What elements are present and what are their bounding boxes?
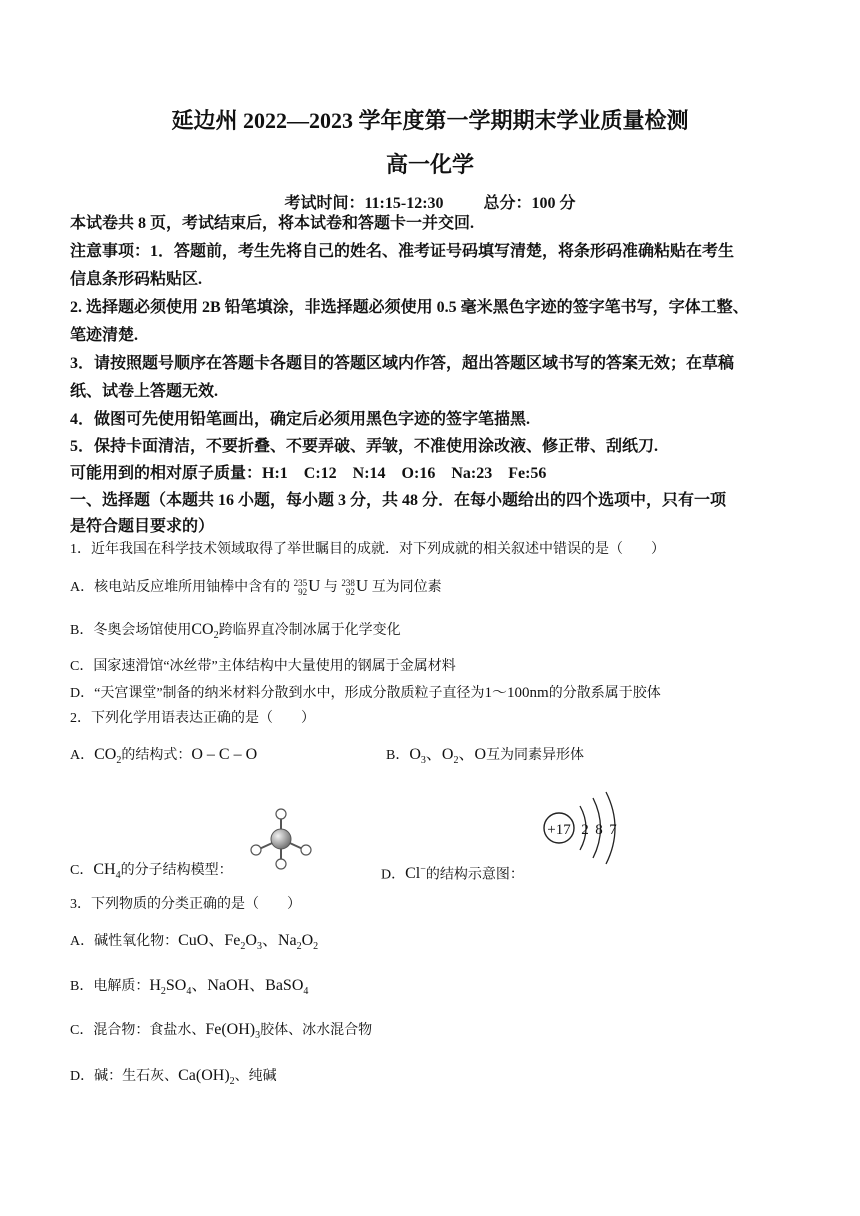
electron-shell-3: 7: [609, 822, 617, 838]
option-text: C．: [70, 863, 94, 878]
option-text: 的结构示意图：: [425, 867, 524, 883]
formula: $Fe(OH)_3$: [205, 1021, 261, 1042]
question-1-option-b: [70, 620, 800, 646]
question-3-option-b: [70, 976, 800, 1002]
atomic-mass-line: 可能用到的相对原子质量：H:1 C:12 N:14 O:16 Na:23 Fe:56: [70, 465, 547, 482]
structural-formula: O – C – O: [191, 746, 258, 763]
instruction-line: 5．保持卡面清洁，不要折叠、不要弄破、弄皱，不准使用涂改液、修正带、刮纸刀.: [70, 438, 659, 455]
element-symbol: U: [308, 576, 321, 595]
option-text: A．: [70, 748, 95, 763]
exam-title: 延边州 2022—2023 学年度第一学期期末学业质量检测: [171, 108, 689, 133]
exam-subject: 高一化学: [385, 152, 474, 177]
option-text: B．: [386, 748, 410, 763]
question-1-option-d: [70, 683, 800, 704]
isotope-notation: 238 92: [341, 577, 355, 597]
instruction-line: 注意事项：1．答题前，考生先将自己的姓名、准考证号码填写清楚，将条形码准确粘贴在考生: [70, 243, 735, 260]
section-heading: 是符合题目要求的）: [70, 518, 215, 535]
question-2-stem: 2．下列化学用语表达正确的是（ ）: [70, 711, 315, 726]
question-3-option-a: [70, 931, 800, 957]
formula: $H_2SO_4$、NaOH、BaSO$_4$: [149, 977, 309, 998]
question-2-option-a: [70, 745, 257, 771]
formula: CuO、$Fe_2O_3$、$Na_2O_2$: [178, 932, 319, 953]
option-text: 、纯碱: [234, 1069, 277, 1084]
formula: Cl−: [405, 864, 426, 883]
question-3-option-d: [70, 1066, 800, 1092]
section-heading: 一、选择题（本题共 16 小题，每小题 3 分，共 48 分．在每小题给出的四个选项中，只有一项: [70, 492, 727, 509]
option-text: A．核电站反应堆所用铀棒中含有的: [70, 580, 291, 595]
element-symbol: U: [355, 576, 369, 595]
question-1-option-a: [70, 576, 800, 598]
option-text: 胶体、冰水混合物: [260, 1023, 373, 1038]
chloride-ion-structure-diagram: [530, 786, 630, 876]
formula: $CO_2$: [191, 621, 219, 642]
formula: 1～100nm: [484, 685, 549, 701]
question-1-stem: 1．近年我国在科学技术领域取得了举世瞩目的成就．对下列成就的相关叙述中错误的是（ ）: [70, 542, 665, 557]
option-text: 互为同素异形体: [486, 748, 585, 763]
question-3-stem: 3．下列物质的分类正确的是（ ）: [70, 897, 301, 912]
question-2-option-b: [386, 745, 584, 771]
instruction-line: 笔迹清楚.: [70, 327, 139, 344]
formula: $Ca(OH)_2$: [178, 1067, 235, 1088]
instruction-line: 本试卷共 8 页，考试结束后，将本试卷和答题卡一并交回.: [70, 215, 475, 232]
option-text: D．碱：生石灰、: [70, 1069, 179, 1084]
formula: $O_3$、$O_2$、O: [409, 746, 487, 767]
question-1-option-c: C．国家速滑馆“冰丝带”主体结构中大量使用的钢属于金属材料: [70, 659, 456, 674]
isotope-notation: 235 92: [293, 577, 308, 597]
option-text: B．电解质：: [70, 979, 150, 994]
option-text: 互为同位素: [371, 580, 442, 595]
option-text: 的分子结构模型：: [120, 863, 233, 878]
formula: $CO_2$: [94, 746, 122, 767]
option-text: A．碱性氧化物：: [70, 934, 179, 949]
instruction-line: 信息条形码粘贴区.: [70, 271, 203, 288]
instruction-line: 4．做图可先使用铅笔画出，确定后必须用黑色字迹的签字笔描黑.: [70, 411, 531, 428]
instruction-line: 3．请按照题号顺序在答题卡各题目的答题区域内作答，超出答题区域书写的答案无效；在草稿: [70, 355, 735, 372]
electron-shell-1: 2: [581, 822, 589, 838]
exam-time: 考试时间：11:15-12:30: [284, 195, 444, 212]
option-text: D．“天宫课堂”制备的纳米材料分散到水中，形成分散质粒子直径为: [70, 686, 485, 701]
methane-ball-stick-model: [250, 808, 312, 870]
question-2-option-d: [381, 860, 524, 885]
exam-total-score: 总分：100 分: [483, 195, 576, 212]
option-text: C．混合物：食盐水、: [70, 1023, 206, 1038]
question-2-option-c: [70, 860, 233, 886]
instruction-line: 2. 选择题必须使用 2B 铅笔填涂，非选择题必须使用 0.5 毫米黑色字迹的签字笔书写，字体工整、: [70, 299, 749, 316]
exam-meta: [0, 190, 860, 213]
option-text: 的分散系属于胶体: [548, 686, 661, 701]
nucleus-charge: +17: [547, 822, 571, 838]
option-text: 跨临界直冷制冰属于化学变化: [218, 623, 401, 638]
electron-shell-2: 8: [595, 822, 603, 838]
option-text: D．: [381, 867, 406, 883]
instruction-line: 纸、试卷上答题无效.: [70, 383, 219, 400]
option-text: B．冬奥会场馆使用: [70, 623, 192, 638]
question-3-option-c: [70, 1020, 800, 1046]
option-text: 的结构式：: [121, 748, 192, 763]
formula: $CH_4$: [93, 861, 121, 882]
option-text: 与: [323, 580, 338, 595]
